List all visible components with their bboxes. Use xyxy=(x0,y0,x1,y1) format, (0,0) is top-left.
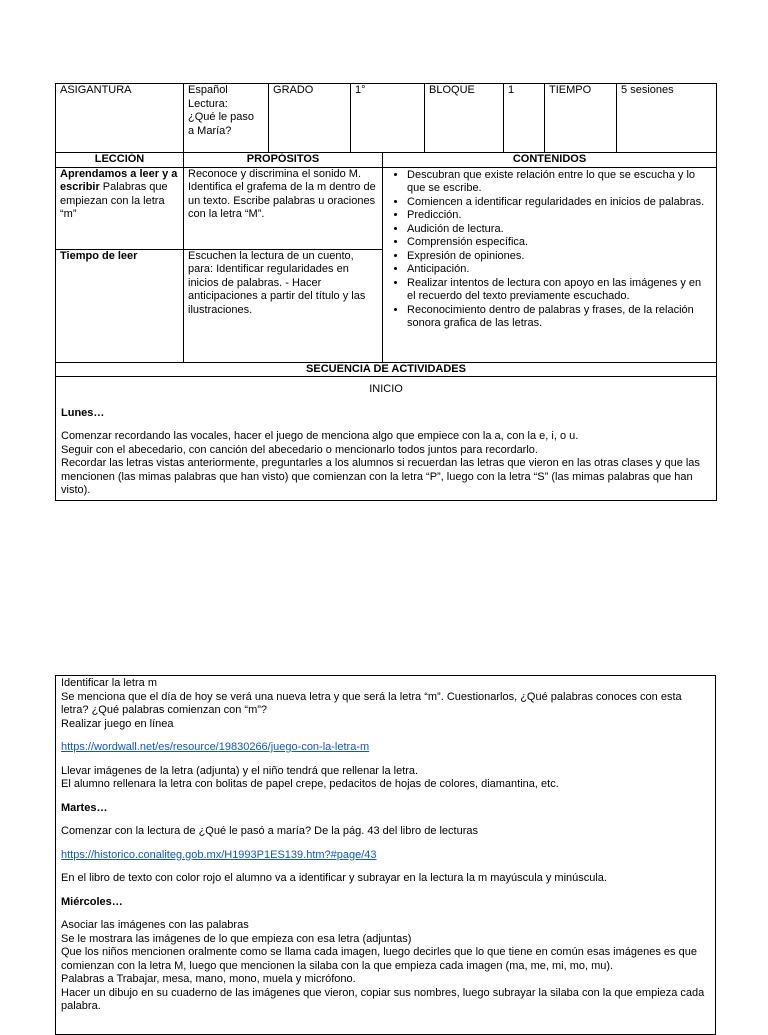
lesson-1-purpose: Reconoce y discrimina el sonido M. Identifica el grafema de la m dentro de un texto. Escribe palabras u oraciones con la letra “M”. xyxy=(184,167,383,249)
grado-value: 1° xyxy=(351,84,425,153)
martes-title: Martes… xyxy=(61,801,108,814)
inicio-label: INICIO xyxy=(369,383,403,395)
section-header-row xyxy=(56,153,717,168)
bloque-label: BLOQUE xyxy=(425,84,504,153)
lesson-2-purpose: Escuchen la lectura de un cuento, para: Identificar regularidades en inicios de palabras. - Hacer anticipaciones a partir del título y las ilustraciones. xyxy=(184,249,383,362)
miercoles-text: Asociar las imágenes con las palabras Se le mostrara las imágenes de lo que empieza con esa letra (adjuntas) Que los niños mencionen oralmente como se llama cada imagen, luego decirles que lo que tiene en común esas imágenes es que comienzan con la letra M, luego que mencionen la silaba con la que empieza cada imagen (ma, me, mi, mo, mu). Palabras a Trabajar, mesa, mano, mono, muela y micrófono. Hacer un dibujo en su cuaderno de las imágenes que vieron, copiar sus nombres, luego subrayar la silaba con la que empieza cada palabra. xyxy=(61,919,705,1012)
leccion-header: LECCIÓN xyxy=(56,153,184,168)
bloque-value: 1 xyxy=(504,84,545,153)
lesson-row-1 xyxy=(56,167,717,249)
list-item: • Anticipación. xyxy=(407,263,712,277)
wordwall-link[interactable]: https://wordwall.net/es/resource/19830266/juego-con-la-letra-m xyxy=(61,741,370,753)
images-text: Llevar imágenes de la letra (adjunta) y el niño tendrá que rellenar la letra. El alumno rellenara la letra con bolitas de papel crepe, pedacitos de hojas de colores, diamantina, etc. xyxy=(61,764,559,790)
tiempo-value: 5 sesiones xyxy=(617,84,717,153)
propositos-header: PROPÓSITOS xyxy=(184,153,383,168)
lunes-text: Comenzar recordando las vocales, hacer el juego de menciona algo que empiece con la a, con la e, i, o u. Seguir con el abecedario, con canción del abecedario o mencionarlo todos juntos para recordarlo. Recordar las letras vistas anteriormente, preguntarles a los alumnos si recuerdan las letras que vieron en las otras clases y que las mencionen (las mimas palabras que han visto) que comienzan con la letra “P”, luego con la letra “S” (las mimas palabras que han visto). xyxy=(61,430,700,496)
header-row xyxy=(56,84,717,153)
tiempo-label: TIEMPO xyxy=(545,84,617,153)
lesson-plan-table xyxy=(55,83,717,501)
asignatura-label: ASIGANTURA xyxy=(56,84,184,153)
sequence-row xyxy=(56,377,717,501)
sequence-cell xyxy=(56,377,717,501)
grado-label: GRADO xyxy=(269,84,351,153)
contents-list xyxy=(387,169,712,331)
lunes-title: Lunes… xyxy=(61,406,105,419)
martes-text-2: En el libro de texto con color rojo el alumno va a identificar y subrayar en la lectura la m mayúscula y minúscula. xyxy=(61,872,607,884)
list-item: • Expresión de opiniones. xyxy=(407,250,712,264)
contenidos-header: CONTENIDOS xyxy=(383,153,717,168)
list-item: • Descubran que existe relación entre lo que se escucha y lo que se escribe. xyxy=(407,169,712,196)
conaliteg-link[interactable]: https://historico.conaliteg.gob.mx/H1993P1ES139.htm?#page/43 xyxy=(61,848,377,861)
list-item: • Audición de lectura. xyxy=(407,223,712,237)
contents-list-cell xyxy=(383,167,717,362)
lesson-1-title: Aprendamos a leer y a escribir Palabras que empiezan con la letra “m” xyxy=(56,167,184,249)
secuencia-header: SECUENCIA DE ACTIVIDADES xyxy=(56,362,717,377)
continuation-box xyxy=(55,675,716,1035)
list-item: • Reconocimiento dentro de palabras y frases, de la relación sonora grafica de las letras. xyxy=(407,304,712,331)
list-item: • Comprensión específica. xyxy=(407,236,712,250)
list-item: • Predicción. xyxy=(407,209,712,223)
asignatura-value: Español Lectura: ¿Qué le paso a María? xyxy=(184,84,269,153)
miercoles-title: Miércoles… xyxy=(61,895,123,908)
intro-text: Identificar la letra m Se menciona que el día de hoy se verá una nueva letra y que será la letra “m”. Cuestionarlos, ¿Qué palabras conoces con esta letra? ¿Qué palabras comienzan con “m”? Realizar juego en línea xyxy=(61,677,682,730)
list-item: • Comiencen a identificar regularidades en inicios de palabras. xyxy=(407,196,712,210)
martes-text: Comenzar con la lectura de ¿Qué le pasó a maría? De la pág. 43 del libro de lecturas xyxy=(61,825,479,837)
list-item: • Realizar intentos de lectura con apoyo en las imágenes y en el recuerdo del texto previamente escuchado. xyxy=(407,277,712,304)
lesson-2-title: Tiempo de leer xyxy=(56,249,184,362)
sequence-header-row xyxy=(56,362,717,377)
